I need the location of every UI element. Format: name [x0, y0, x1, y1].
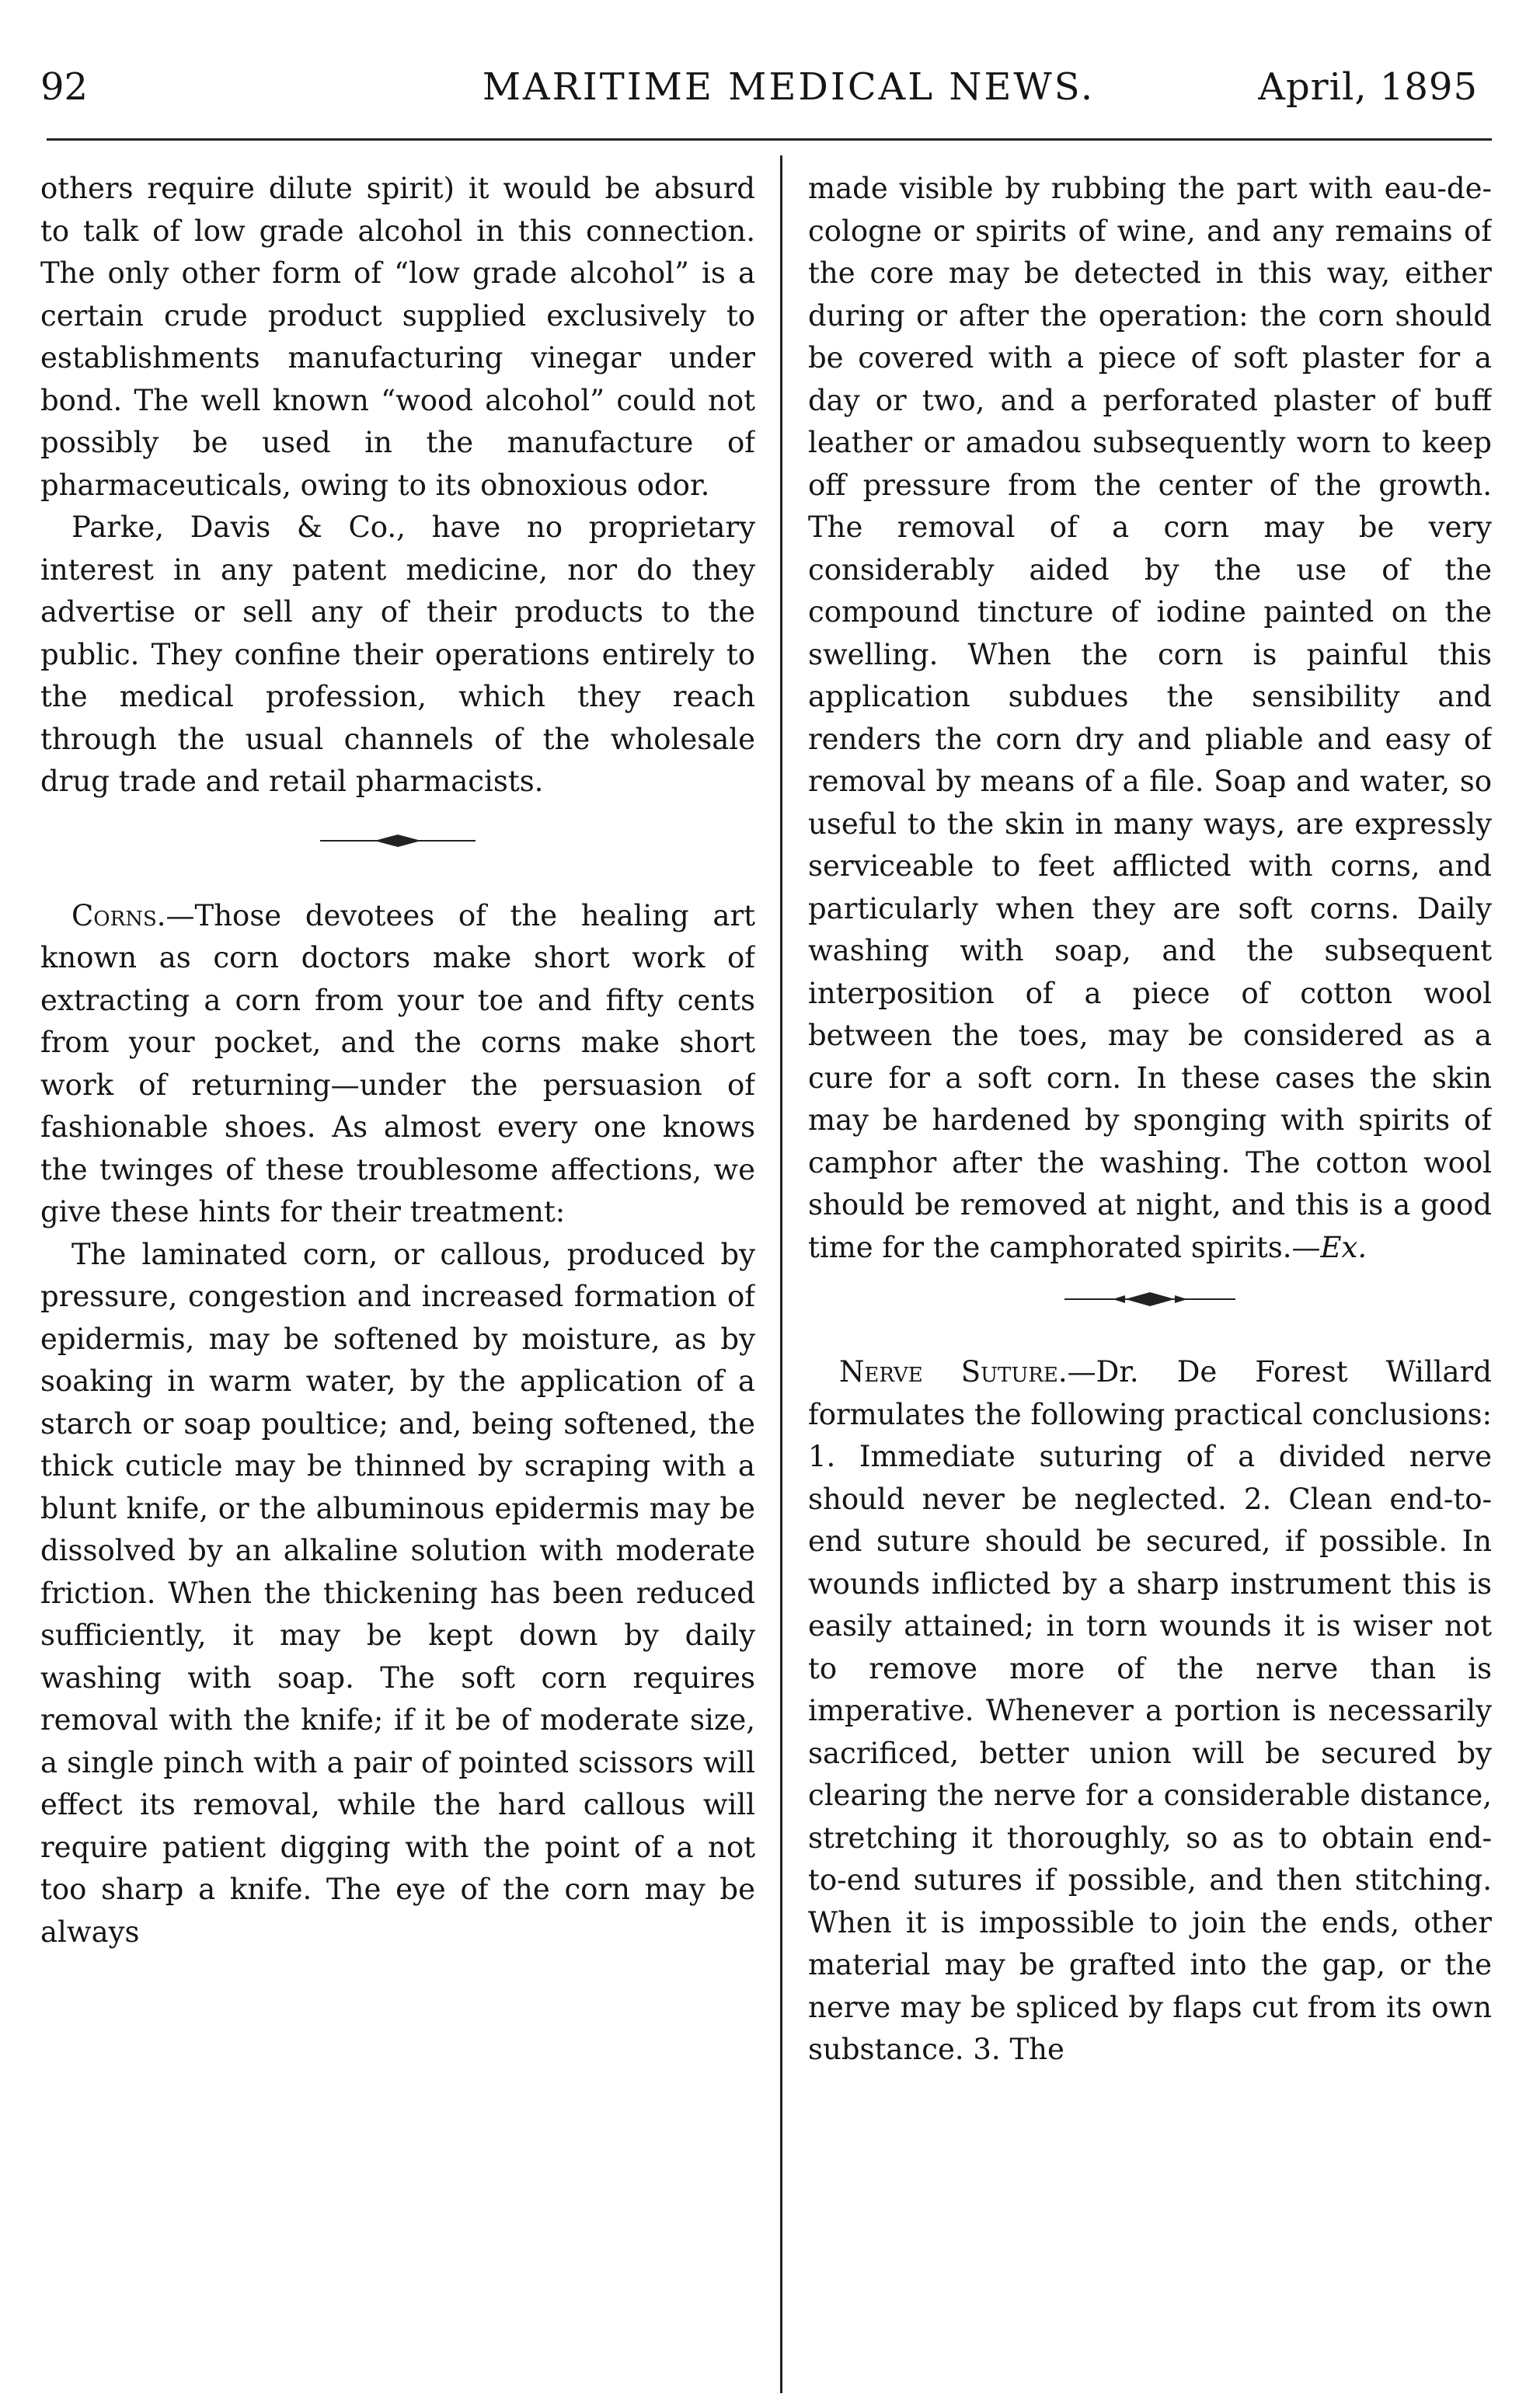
issue-date: April, 1895	[1258, 65, 1478, 109]
column-divider	[780, 155, 782, 2393]
corns-intro-text: —Those devotees of the healing art known as corn doctors make short work of extracting a corn from your toe and fifty cents from your pocket, and the corns make short work of returning—under the persuasion of fashionable shoes. As almost every one knows the twinges of these troublesome affections, we give these hints for their treatment:	[40, 898, 755, 1228]
page-header	[0, 0, 1540, 148]
right-column	[808, 168, 1492, 2370]
nerve-suture-text: —Dr. De Forest Willard formulates the following practical conclusions: 1. Immediate suturing of a divided nerve should never be neglected. 2. Clean end-to-end suture should be secured, if possible. In wounds inflicted by a sharp instrument this is easily attained; in torn wounds it is wiser not to remove more of the nerve than is imperative. Whenever a portion is necessarily sacrificed, better union will be secured by clearing the nerve for a considerable distance, stretching it thoroughly, so as to obtain end-to-end sutures if possible, and then stitching. When it is impossible to join the ends, other material may be grafted into the gap, or the nerve may be spliced by flaps cut from its own substance. 3. The	[808, 1355, 1492, 2066]
corns-continued-paragraph	[808, 168, 1492, 1269]
section-divider-ornament	[320, 831, 476, 850]
header-rule	[47, 138, 1492, 141]
parke-davis-paragraph: Parke, Davis & Co., have no proprietary interest in any patent medicine, nor do they advertise or sell any of their products to the public. They confine their operations entirely to the medical profession, which they reach through the usual channels of the wholesale drug trade and retail pharmacists.	[40, 511, 755, 798]
journal-title: MARITIME MEDICAL NEWS.	[482, 65, 1096, 109]
section-divider-ornament	[1064, 1289, 1235, 1309]
corns-signature: Ex.	[1320, 1230, 1368, 1264]
left-column	[40, 168, 755, 2370]
alcohol-paragraph: others require dilute spirit) it would be absurd to talk of low grade alcohol in this connection. The only other form of “low grade alcohol” is a certain crude product supplied exclusively to establishments manufacturing vinegar under bond. The well known “wood alcohol” could not possibly be used in the manufacture of pharmaceuticals, owing to its obnoxious odor.	[40, 172, 755, 502]
nerve-suture-paragraph	[808, 1351, 1492, 2072]
page-number: 92	[40, 65, 89, 109]
nerve-suture-heading: Nerve Suture.	[839, 1355, 1068, 1389]
corns-heading: Corns.	[71, 898, 166, 932]
laminated-corn-paragraph: The laminated corn, or callous, produced by pressure, congestion and increased formation of epidermis, may be softened by moisture, as by soaking in warm water, by the application of a starch or soap poultice; and, being softened, the thick cuticle may be thinned by scraping with a blunt knife, or the albuminous epidermis may be dissolved by an alkaline solution with moderate friction. When the thickening has been reduced sufficiently, it may be kept down by daily washing with soap. The soft corn requires removal with the knife; if it be of moderate size, a single pinch with a pair of pointed scissors will effect its removal, while the hard callous will require patient digging with the point of a not too sharp a knife. The eye of the corn may be always	[40, 1237, 755, 1949]
corns-continued-text: made visible by rubbing the part with eau-de-cologne or spirits of wine, and any remains of the core may be detected in this way, either during or after the operation: the corn should be covered with a piece of soft plaster for a day or two, and a perforated plaster of buff leather or amadou subsequently worn to keep off pressure from the center of the growth. The removal of a corn may be very considerably aided by the use of the compound tincture of iodine painted on the swelling. When the corn is painful this application subdues the sensibility and renders the corn dry and pliable and easy of removal by means of a file. Soap and water, so useful to the skin in many ways, are expressly serviceable to feet afflicted with corns, and particularly when they are soft corns. Daily washing with soap, and the subsequent interposition of a piece of cotton wool between the toes, may be considered as a cure for a soft corn. In these cases the skin may be hardened by sponging with spirits of camphor after the washing. The cotton wool should be removed at night, and this is a good time for the camphorated spirits.—	[808, 172, 1492, 1264]
corns-paragraph	[40, 895, 755, 1234]
